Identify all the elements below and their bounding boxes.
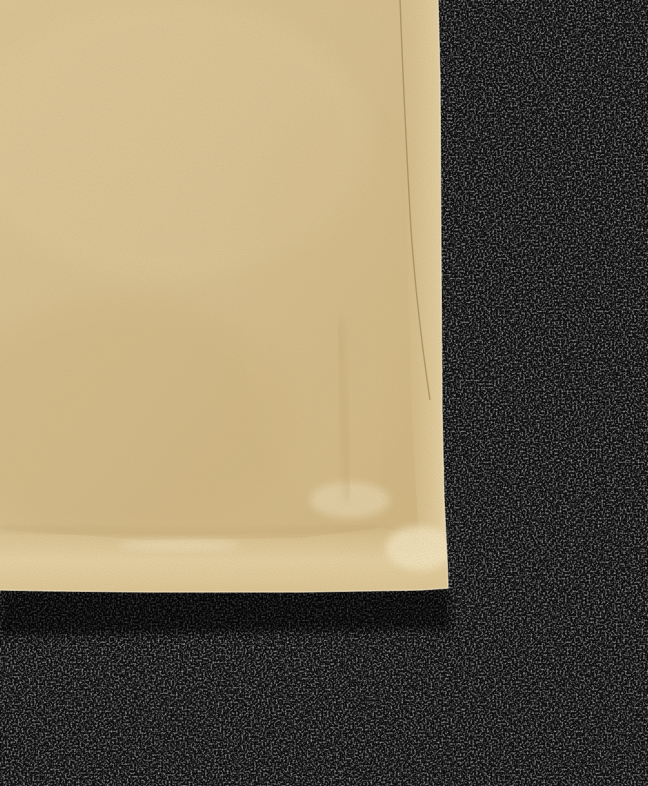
envelope-drop-shadow	[0, 588, 452, 636]
